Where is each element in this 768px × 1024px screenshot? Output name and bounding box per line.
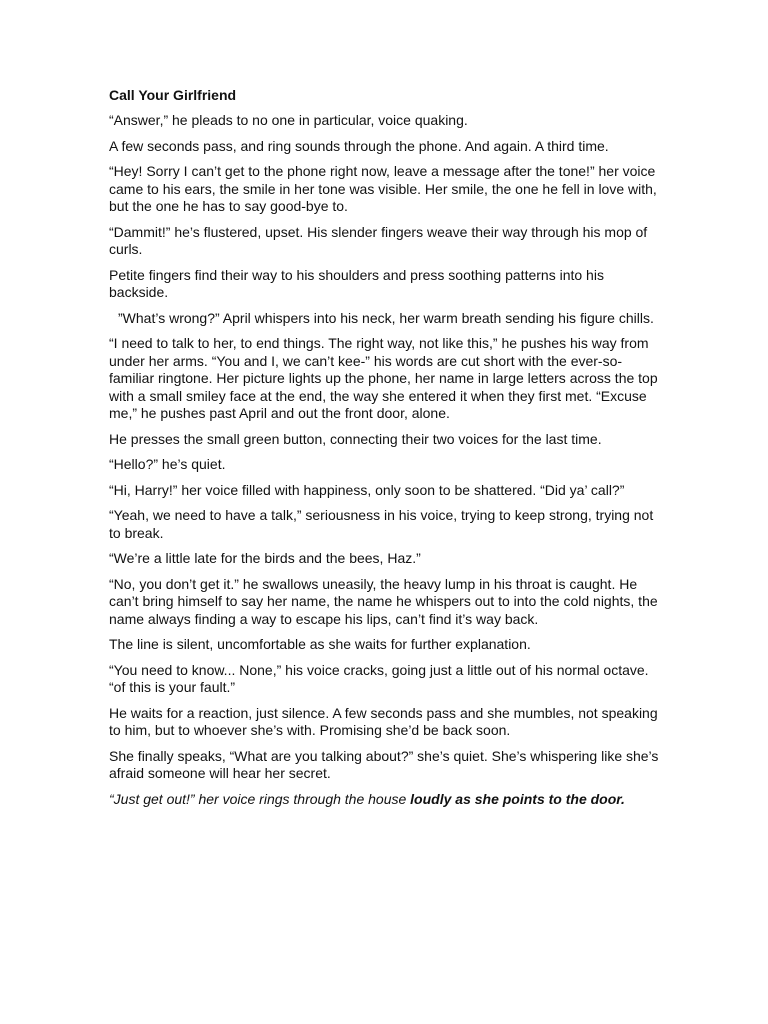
paragraph-10: “Hi, Harry!” her voice filled with happiness, only soon to be shattered. “Did ya’ call?” xyxy=(109,481,625,498)
paragraph-13: “No, you don’t get it.” he swallows uneasily, the heavy lump in his throat is caught. He can’t bring himself to say her name, the name he whispers out to into the cold nights, the name always finding a way to escape his lips, can’t find it’s way back. xyxy=(109,575,658,627)
paragraph-6: ”What’s wrong?” April whispers into his neck, her warm breath sending his figure chills. xyxy=(118,309,654,326)
paragraph-1: “Answer,” he pleads to no one in particular, voice quaking. xyxy=(109,112,468,128)
story-title: Call Your Girlfriend xyxy=(109,87,237,103)
paragraph-18-italic-text: “Just get out!” her voice rings through the house xyxy=(109,790,411,807)
document-page xyxy=(109,86,661,816)
paragraph-3: “Hey! Sorry I can’t get to the phone right now, leave a message after the tone!” her voice came to his ears, the smile in her tone was visible. Her smile, the one he fell in love with, but the one he has to say good-bye to. xyxy=(109,163,657,214)
paragraph-7: “I need to talk to her, to end things. The right way, not like this,” he pushes his way from under her arms. “You and I, we can’t kee-” his words are cut short with the ever-so-familiar ringtone. Her picture lights up the phone, her name in large letters across the top with a small smiley face at the end, the way she entered it when they first met. “Excuse me,” he pushes past April and out the front door, alone. xyxy=(109,335,658,421)
paragraph-4: “Dammit!” he’s flustered, upset. His slender fingers weave their way through his mop of curls. xyxy=(109,223,648,257)
paragraph-12: “We’re a little late for the birds and the bees, Haz.” xyxy=(109,550,421,566)
paragraph-5: Petite fingers find their way to his shoulders and press soothing patterns into his backside. xyxy=(109,266,604,300)
paragraph-9: “Hello?” he’s quiet. xyxy=(109,456,226,472)
paragraph-16: He waits for a reaction, just silence. A few seconds pass and she mumbles, not speaking to him, but to whoever she’s with. Promising she’d be back soon. xyxy=(109,704,658,738)
paragraph-11: “Yeah, we need to have a talk,” seriousness in his voice, trying to keep strong, trying not to break. xyxy=(109,507,654,541)
paragraph-14: The line is silent, uncomfortable as she waits for further explanation. xyxy=(109,636,531,652)
paragraph-8: He presses the small green button, connecting their two voices for the last time. xyxy=(109,430,602,447)
paragraph-17: She finally speaks, “What are you talking about?” she’s quiet. She’s whispering like she’s afraid someone will hear her secret. xyxy=(109,747,659,781)
paragraph-18 xyxy=(109,791,661,809)
paragraph-2: A few seconds pass, and ring sounds through the phone. And again. A third time. xyxy=(109,137,609,154)
paragraph-15: “You need to know... None,” his voice cracks, going just a little out of his normal octave. “of this is your fault.” xyxy=(109,661,649,695)
paragraph-18-bold-italic-text: loudly as she points to the door. xyxy=(410,790,625,807)
